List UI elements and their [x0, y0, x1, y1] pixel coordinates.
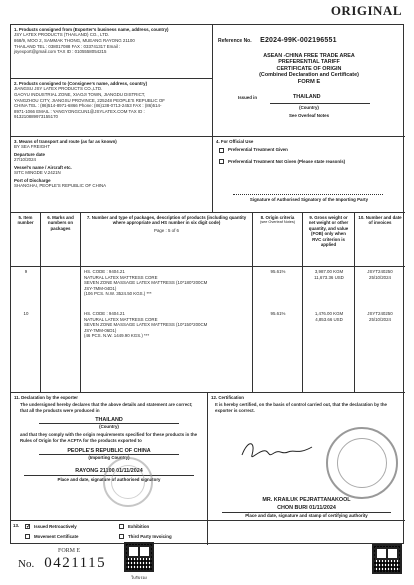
option-treatment-not-given [219, 159, 402, 164]
exhibition-label: Exhibition [128, 524, 150, 529]
gross-weight: 1,476.00 KGM [314, 311, 344, 316]
reference-box [213, 25, 405, 137]
col5-body [11, 267, 41, 393]
invoice-number: JSYT240250 [367, 269, 393, 274]
box3-label: 3. Means of transport and route (as far as known) [14, 139, 117, 144]
movement-checkbox[interactable] [25, 534, 30, 539]
description-line: JSY-7MM-04D1) [84, 285, 117, 291]
origin-criteria: 95.61% [270, 311, 286, 316]
third-party-label: Third Party Invoicing [128, 534, 172, 539]
footer-serial-row [18, 554, 106, 572]
qr-caption: ใบรับรอง [131, 575, 147, 580]
item-description [84, 269, 252, 297]
form-type: FORM E [297, 78, 321, 85]
box2-line: CHINA TEL : (86)514-8971-6866 Phone: (86)138-0713-2453 FAX : (86)514- [14, 103, 162, 109]
box12-label: 12. Certification [211, 395, 244, 400]
issued-country-caption: (Country) [299, 104, 319, 110]
box1-line: THAILAND TEL : 038017088 FAX : 033741317 Email : [14, 43, 121, 49]
description-line: NATURAL LATEX MATTRESS CORE [84, 274, 158, 280]
col7-label: 7. Number and type of packages, description of products (including quantity where appropriate and HS number in six digit code) [86, 215, 247, 226]
box1-line: 868/9, MOO 2, SAMMAK THONG, MUEANG RAYONG 21100 [14, 38, 135, 43]
issued-row [218, 95, 400, 104]
declaration-text: The undersigned hereby declares that the above details and statement are correct; that all the products were produced in [20, 402, 193, 413]
exhibition-checkbox[interactable] [119, 524, 124, 529]
col8-header [253, 213, 303, 267]
col10-header: 10. Number and date of invoices [355, 213, 405, 267]
serial-no-label: No. [18, 558, 35, 570]
col6-body [41, 267, 81, 393]
treatment-given-checkbox[interactable] [219, 148, 224, 153]
vessel-name: SITC MINGDE V.2421N [14, 170, 61, 176]
retroactive-checkbox[interactable]: ✓ [26, 524, 32, 531]
col8-label: 8. Origin criteria [260, 215, 295, 220]
exporter-place-caption: Place and date, signature of authorised signatory [57, 476, 161, 482]
box4-official-use [213, 137, 405, 213]
exporter-company-stamp [103, 457, 153, 507]
col8-sublabel: (see Overleaf Notes) [259, 220, 296, 225]
serial-number: 0421115 [44, 555, 107, 571]
description-line: (46 PCS. N.W. 1449.90 KGS.) *** [84, 333, 150, 339]
certification-text: It is hereby certified, on the basis of control carried out, that the declaration by the exporter is correct. [215, 402, 387, 413]
port-of-discharge: SHANGHAI, PEOPLE'S REPUBLIC OF CHINA [14, 183, 107, 189]
invoice-info [355, 269, 405, 280]
description-line: SEVEN ZONE MASSAGE LATEX MATTRESS (10*150*200CM [84, 322, 208, 328]
box12-certification [208, 393, 405, 521]
box2-line: 8971-1066 EMAIL : YANGYONGCUN1@JSYLATEX.COM TAX ID : [14, 108, 145, 114]
title-subtitle: (Combined Declaration and Certificate) [259, 72, 359, 79]
importing-country: PEOPLE'S REPUBLIC OF CHINA [67, 447, 151, 454]
page-indicator: Page : 5 of 6 [154, 227, 179, 233]
item-number: 9 [24, 269, 28, 274]
fob-value: 4,853.66 USD [315, 316, 343, 322]
qr-code-verification[interactable] [124, 542, 154, 572]
box2-consignee [11, 79, 213, 137]
description-line: JSY-7MM-06D1) [84, 327, 117, 333]
description-line: SEVEN ZONE MASSAGE LATEX MATTRESS (10*180*200CM [84, 280, 208, 286]
reference-row [218, 29, 400, 47]
port-label: Port of Discharge [14, 178, 51, 183]
reference-number: E2024-99K-002196551 [260, 37, 337, 44]
officer-signature [238, 435, 318, 465]
col5-header: 5. Item number [11, 213, 41, 267]
importing-caption: (Importing Country) [88, 455, 130, 460]
description-line: NATURAL LATEX MATTRESS CORE [84, 316, 158, 322]
box1-line: JSY LATEX PRODUCTS (THAILAND) CO., LTD. [14, 32, 110, 38]
box3-transport [11, 137, 213, 213]
invoice-date: 25/10/2024 [369, 274, 391, 280]
item-description [84, 311, 252, 339]
description-line: (106 PCS. N.W. 3524.50 KGS.) *** [84, 291, 152, 297]
col6-header: 6. Marks and numbers on packages [41, 213, 81, 267]
col9-header: 9. Gross weight or net weight or other quantity, and value (FOB) only when RVC criterion is applied [303, 213, 355, 267]
origin-criteria: 95.61% [270, 269, 286, 274]
gross-weight: 3,987.00 KGM [314, 269, 344, 274]
overleaf-notes: See Overleaf Notes [288, 113, 330, 119]
col8-body [253, 267, 303, 393]
title-line: CERTIFICATE OF ORIGIN [276, 65, 342, 72]
original-mark: ORIGINAL [330, 3, 402, 18]
producing-country: THAILAND [95, 416, 123, 423]
box13-options [11, 521, 208, 545]
item-number: 10 [23, 311, 29, 316]
box13-label: 13. [13, 523, 20, 528]
quantity-value [303, 311, 355, 322]
box4-label: 4. For Official Use [216, 139, 254, 144]
option-third-party [119, 534, 172, 539]
description-line: HS. CODE : 9404.21 [84, 269, 125, 274]
box11-declaration [11, 393, 208, 521]
exporter-place-date: RAYONG 21100 01/11/2024 [75, 468, 143, 475]
invoice-number: JSYT240250 [367, 311, 393, 316]
box1-exporter [11, 25, 213, 79]
thai-chamber-seal [326, 427, 398, 499]
col7-header [81, 213, 253, 267]
treatment-not-given-label: Preferential Treatment Not Given (Please state reason/s) [228, 158, 346, 164]
third-party-checkbox[interactable] [119, 534, 124, 539]
certifier-caption: Place and date, signature and stamp of certifying authority [245, 513, 368, 518]
declaration-text-2: and that they comply with the origin requirements specified for these products in the Rules of Origin for the ACFTA for the products exported to [20, 432, 198, 443]
col10-body [355, 267, 405, 393]
importer-signature-line [233, 194, 383, 195]
vessel-label: Vessel's name / Aircraft etc. [14, 165, 72, 170]
certifying-officer: MR. KRAILUK PEJRATTANAKOOL [262, 497, 351, 503]
box2-line: GAOYU INDUSTRIAL ZONE, XIAOJI TOWN, JIANGDU DISTRICT, [14, 92, 146, 97]
option-treatment-given [219, 147, 402, 152]
box11-label: 11. Declaration by the exporter [14, 395, 78, 400]
departure-label: Departure date [14, 152, 45, 157]
footer-form-label: FORM E [58, 548, 81, 554]
invoice-date: 25/10/2024 [369, 316, 391, 322]
country-caption: (Country) [99, 424, 119, 429]
qr-code-secondary[interactable] [372, 544, 402, 574]
option-exhibition [119, 524, 149, 529]
col9-body [303, 267, 355, 393]
box2-label: 2. Products consigned to (Consignee's name, address, country) [14, 81, 148, 86]
box12-bottom-spacer [208, 521, 405, 545]
transport-mode: BY SEA FREIGHT [14, 144, 51, 150]
box1-line: jsyexport@gmail.com TAX ID : 0105558054215 [14, 49, 107, 55]
issued-underline [270, 103, 370, 104]
movement-label: Movement Certificate [34, 534, 79, 539]
issued-label: Issued in [238, 94, 258, 100]
quantity-value [303, 269, 355, 280]
box2-line: JIANGSU JSY LATEX PRODUCTS CO.,LTD. [14, 86, 103, 92]
box2-line: YANGZHOU CITY, JIANGSU PROVINCE, 225248 PEOPLE'S REPUBLIC OF [14, 97, 165, 103]
treatment-given-label: Preferential Treatment Given [228, 147, 288, 153]
certifier-place-date: CHON BURI 01/11/2024 [277, 505, 336, 511]
departure-date: 27/10/2024 [14, 157, 36, 163]
invoice-info [355, 311, 405, 322]
form-footer [18, 548, 106, 572]
option-retroactive [25, 524, 77, 529]
fob-value: 11,673.36 USD [314, 274, 344, 280]
title-line: ASEAN -CHINA FREE TRADE AREA [263, 53, 355, 59]
box1-label: 1. Products consigned from (Exporter's business name, address, country) [14, 27, 169, 32]
treatment-not-given-checkbox[interactable] [219, 159, 224, 164]
option-movement [25, 534, 78, 539]
certificate-form [10, 24, 404, 544]
retroactive-label: Issued Retroactively [34, 524, 77, 529]
title-line: PREFERENTIAL TARIFF [278, 59, 340, 66]
issued-country: THAILAND [293, 93, 321, 100]
description-line: HS. CODE : 9404.21 [84, 311, 125, 316]
importer-signature-caption: Signature of Authorised Signatory of the Importing Party [249, 197, 369, 202]
reference-label: Reference No. [218, 38, 252, 44]
box2-line: 913210889973155170 [14, 114, 58, 120]
